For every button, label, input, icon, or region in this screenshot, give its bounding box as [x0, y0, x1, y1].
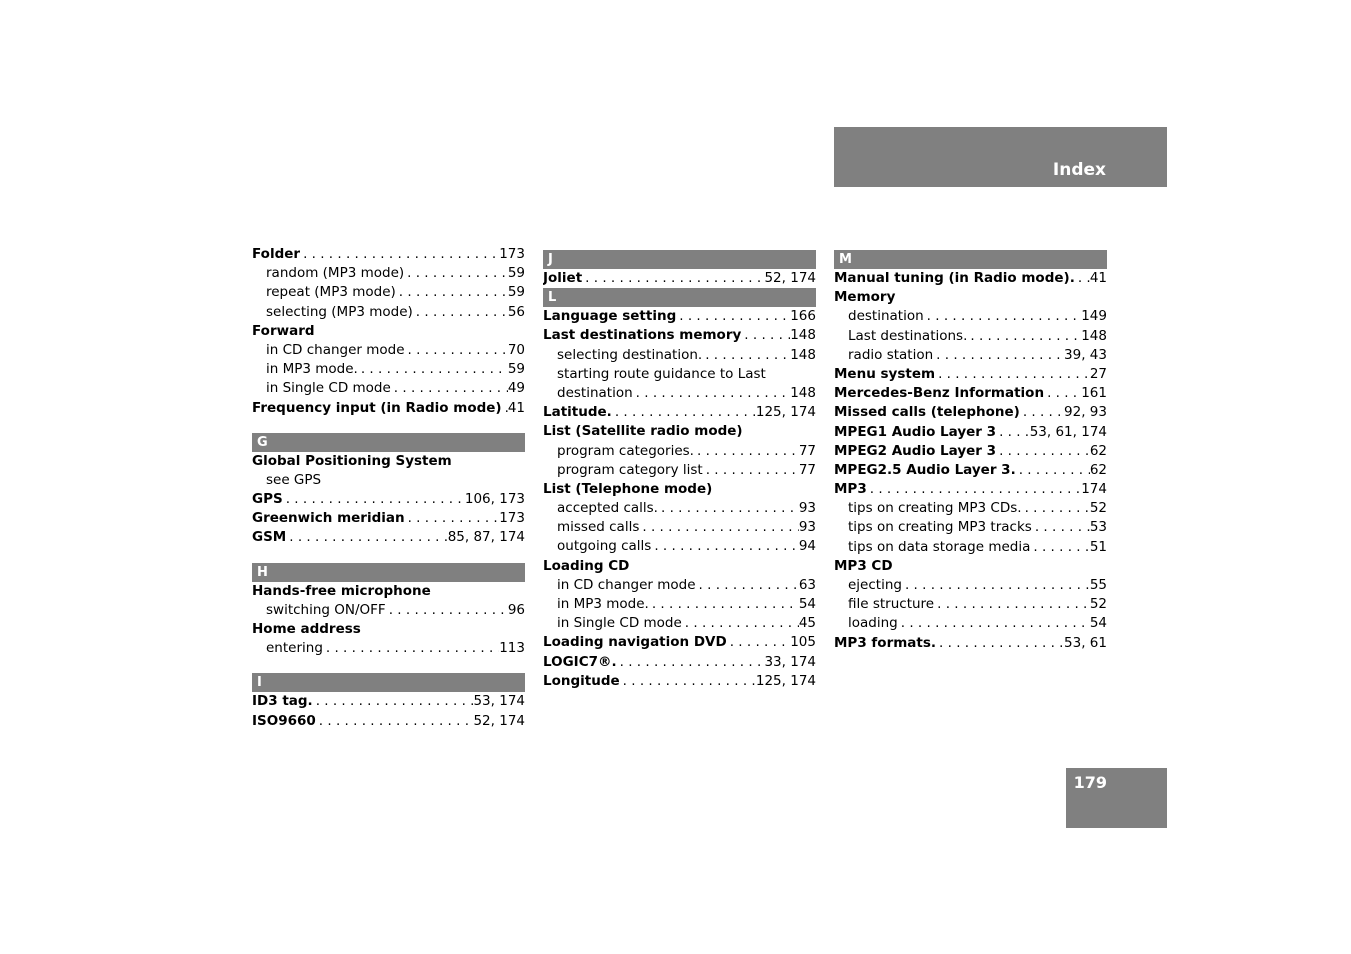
dot-leader — [413, 303, 508, 322]
entry-pages: 53 — [1089, 519, 1107, 536]
dot-leader — [996, 442, 1090, 461]
index-subentry — [543, 595, 816, 614]
index-subentry — [543, 461, 816, 480]
entry-term: destination — [557, 384, 633, 401]
index-subentry — [834, 499, 1107, 518]
entry-term: Menu system — [834, 365, 936, 382]
dot-leader — [1016, 461, 1090, 480]
index-entry — [252, 399, 525, 418]
index-subentry — [252, 601, 525, 620]
entry-pages: 33, 174 — [764, 653, 816, 670]
page-number-tab — [1066, 768, 1167, 828]
entry-term: entering — [266, 640, 323, 657]
entry-term: starting route guidance to Last — [557, 365, 766, 382]
index-subentry — [543, 614, 816, 633]
entry-pages: 27 — [1089, 365, 1107, 382]
dot-leader — [936, 634, 1064, 653]
index-entry — [252, 322, 525, 341]
entry-pages: 53, 61, 174 — [1029, 423, 1107, 440]
index-subentry — [252, 639, 525, 658]
entry-pages: 93 — [798, 519, 816, 536]
entry-term: GPS — [252, 491, 283, 508]
entry-pages: 148 — [790, 384, 816, 401]
entry-term: ISO9660 — [252, 712, 316, 729]
index-entry — [543, 326, 816, 345]
entry-pages: 56 — [507, 303, 525, 320]
entry-pages: 52, 174 — [764, 270, 816, 286]
entry-pages: 92, 93 — [1064, 404, 1107, 421]
entry-pages: 85, 87, 174 — [447, 529, 525, 546]
index-subentry — [834, 538, 1107, 557]
dot-leader — [967, 327, 1081, 346]
entry-term: Mercedes-Benz Information — [834, 385, 1045, 402]
entry-pages: 55 — [1089, 577, 1107, 593]
index-title: Index — [1052, 160, 1106, 180]
entry-term: in CD changer mode — [266, 341, 405, 358]
entry-pages: 106, 173 — [464, 491, 525, 508]
dot-leader — [396, 283, 508, 302]
entry-pages: 59 — [507, 265, 525, 282]
index-entry — [834, 480, 1107, 499]
dot-leader — [300, 245, 499, 264]
dot-leader — [316, 712, 474, 731]
entry-term: tips on creating MP3 CDs. — [848, 500, 1022, 517]
entry-pages: 113 — [499, 640, 525, 657]
index-entry — [252, 620, 525, 639]
letter-heading-h: H — [252, 563, 525, 582]
entry-term: selecting destination. — [557, 346, 703, 363]
entry-pages: 70 — [507, 341, 525, 358]
entry-pages: 77 — [798, 442, 816, 459]
entry-term: see GPS — [266, 471, 322, 488]
entry-term: Manual tuning (in Radio mode). — [834, 270, 1075, 286]
index-subentry — [834, 576, 1107, 595]
index-subentry — [543, 499, 816, 518]
entry-term: MPEG2.5 Audio Layer 3. — [834, 461, 1016, 478]
index-entry — [252, 490, 525, 509]
index-entry — [543, 403, 816, 422]
entry-term: Memory — [834, 289, 896, 306]
entry-term: Joliet — [543, 270, 583, 286]
index-subentry — [543, 384, 816, 403]
index-column-3 — [834, 250, 1107, 653]
dot-leader — [286, 528, 447, 547]
dot-leader — [934, 595, 1090, 614]
entry-term: destination — [848, 308, 924, 325]
entry-pages: 62 — [1089, 461, 1107, 478]
dot-leader — [902, 576, 1090, 595]
dot-leader — [996, 423, 1030, 442]
index-subentry — [834, 346, 1107, 365]
entry-pages: 52 — [1089, 500, 1107, 517]
entry-term: MP3 — [834, 481, 867, 498]
index-entry — [252, 528, 525, 547]
entry-pages: 93 — [798, 500, 816, 517]
entry-pages: 52 — [1089, 596, 1107, 613]
index-entry — [543, 422, 816, 441]
entry-pages: 125, 174 — [755, 672, 816, 689]
entry-pages: 173 — [499, 246, 525, 262]
index-entry — [252, 245, 525, 264]
index-entry — [543, 480, 816, 499]
index-entry — [834, 442, 1107, 461]
dot-leader — [741, 326, 790, 345]
index-entry — [252, 509, 525, 528]
entry-term: file structure — [848, 596, 935, 613]
entry-term: radio station — [848, 346, 934, 363]
entry-term: tips on data storage media — [848, 538, 1031, 555]
entry-term: List (Telephone mode) — [543, 480, 713, 497]
dot-leader — [867, 480, 1081, 499]
entry-term: outgoing calls — [557, 538, 652, 555]
index-subentry — [543, 576, 816, 595]
entry-term: Forward — [252, 322, 315, 339]
index-subentry — [252, 360, 525, 379]
entry-pages: 53, 61 — [1064, 634, 1107, 651]
index-entry — [834, 557, 1107, 576]
entry-pages: 149 — [1081, 308, 1107, 325]
index-subentry — [834, 595, 1107, 614]
dot-leader — [1032, 518, 1090, 537]
index-subentry — [543, 537, 816, 556]
entry-pages: 45 — [798, 615, 816, 632]
entry-pages: 51 — [1089, 538, 1107, 555]
dot-leader — [386, 601, 508, 620]
entry-term: loading — [848, 615, 898, 632]
dot-leader — [639, 518, 798, 537]
entry-pages: 52, 174 — [473, 712, 525, 729]
index-entry — [834, 423, 1107, 442]
index-entry — [834, 634, 1107, 653]
dot-leader — [1044, 384, 1081, 403]
entry-term: in MP3 mode. — [557, 596, 649, 612]
index-entry — [834, 365, 1107, 384]
entry-term: accepted calls. — [557, 500, 658, 517]
index-column-1 — [252, 245, 525, 731]
index-entry — [834, 269, 1107, 288]
entry-pages: 174 — [1081, 481, 1107, 498]
dot-leader — [1030, 538, 1089, 557]
entry-pages: 39, 43 — [1064, 346, 1107, 363]
index-subentry — [834, 307, 1107, 326]
entry-pages: 62 — [1089, 442, 1107, 459]
dot-leader — [633, 384, 791, 403]
dot-leader — [649, 595, 799, 614]
dot-leader — [898, 614, 1090, 633]
dot-leader — [676, 307, 790, 326]
entry-term: MPEG1 Audio Layer 3 — [834, 423, 997, 440]
entry-term: Last destinations memory — [543, 327, 742, 344]
dot-leader — [1022, 499, 1090, 518]
entry-term: tips on creating MP3 tracks — [848, 519, 1032, 536]
entry-pages: 94 — [798, 538, 816, 555]
entry-pages: 54 — [1089, 615, 1107, 632]
dot-leader — [582, 269, 764, 288]
entry-pages: 77 — [798, 461, 816, 478]
entry-pages: 41 — [1089, 270, 1107, 286]
index-column-2 — [543, 250, 816, 691]
entry-term: missed calls — [557, 519, 640, 536]
index-entry — [543, 672, 816, 691]
index-entry — [543, 557, 816, 576]
entry-term: ejecting — [848, 577, 902, 593]
index-entry — [543, 269, 816, 288]
entry-pages: 125, 174 — [755, 404, 816, 421]
dot-leader — [924, 307, 1082, 326]
index-subentry — [543, 518, 816, 537]
dot-leader — [617, 653, 765, 672]
dot-leader — [727, 633, 791, 652]
index-entry — [834, 288, 1107, 307]
entry-term: program category list — [557, 461, 703, 478]
entry-pages: 54 — [798, 596, 816, 612]
entry-pages: 63 — [798, 576, 816, 593]
entry-pages: 166 — [790, 308, 816, 325]
entry-pages: 148 — [790, 327, 816, 344]
entry-term: selecting (MP3 mode) — [266, 303, 413, 320]
entry-term: in CD changer mode — [557, 576, 696, 593]
dot-leader — [404, 264, 508, 283]
entry-term: GSM — [252, 529, 287, 546]
entry-term: List (Satellite radio mode) — [543, 423, 743, 440]
dot-leader — [1075, 269, 1090, 288]
dot-leader — [703, 461, 799, 480]
index-subentry — [543, 365, 816, 384]
dot-leader — [283, 490, 465, 509]
entry-pages: 59 — [507, 284, 525, 301]
entry-term: random (MP3 mode) — [266, 265, 405, 282]
dot-leader — [696, 576, 799, 595]
dot-leader — [1020, 403, 1064, 422]
index-subentry — [834, 327, 1107, 346]
index-subentry — [252, 471, 525, 490]
entry-pages: 41 — [507, 399, 525, 416]
entry-pages: 59 — [507, 361, 525, 378]
index-subentry — [543, 346, 816, 365]
dot-leader — [323, 639, 499, 658]
index-entry — [834, 461, 1107, 480]
entry-term: Longitude — [543, 672, 620, 689]
entry-term: Last destinations. — [848, 327, 968, 344]
dot-leader — [651, 537, 798, 556]
entry-term: LOGIC7®. — [543, 653, 617, 670]
index-subentry — [834, 614, 1107, 633]
entry-term: Loading navigation DVD — [543, 634, 727, 651]
entry-term: in Single CD mode — [557, 615, 682, 632]
entry-term: switching ON/OFF — [266, 601, 386, 618]
dot-leader — [658, 499, 799, 518]
entry-term: in MP3 mode. — [266, 361, 358, 378]
index-subentry — [834, 518, 1107, 537]
entry-term: ID3 tag. — [252, 693, 313, 710]
page-number: 179 — [1073, 773, 1107, 792]
index-entry — [543, 307, 816, 326]
entry-term: MPEG2 Audio Layer 3 — [834, 442, 997, 459]
dot-leader — [358, 360, 508, 379]
index-entry — [252, 712, 525, 731]
entry-pages: 49 — [507, 380, 525, 397]
index-entry — [543, 633, 816, 652]
dot-leader — [682, 614, 799, 633]
entry-pages: 173 — [499, 510, 525, 527]
index-subentry — [252, 341, 525, 360]
entry-term: Home address — [252, 621, 361, 637]
letter-heading-m: M — [834, 250, 1107, 269]
index-entry — [252, 452, 525, 471]
dot-leader — [405, 341, 508, 360]
letter-heading-l: L — [543, 288, 816, 307]
index-entry — [834, 384, 1107, 403]
dot-leader — [694, 442, 799, 461]
index-subentry — [543, 442, 816, 461]
entry-term: Global Positioning System — [252, 452, 452, 469]
entry-term: MP3 formats. — [834, 634, 937, 651]
entry-term: Language setting — [543, 308, 677, 325]
letter-heading-i: I — [252, 673, 525, 692]
entry-term: in Single CD mode — [266, 380, 391, 397]
dot-leader — [933, 346, 1064, 365]
index-entry — [252, 692, 525, 711]
entry-term: Folder — [252, 246, 301, 262]
entry-pages: 148 — [790, 346, 816, 363]
dot-leader — [620, 672, 756, 691]
index-subentry — [252, 379, 525, 398]
letter-heading-j: J — [543, 250, 816, 269]
dot-leader — [702, 346, 790, 365]
index-subentry — [252, 283, 525, 302]
entry-term: Frequency input (in Radio mode) — [252, 399, 502, 416]
index-entry — [252, 582, 525, 601]
dot-leader — [935, 365, 1090, 384]
entry-pages: 161 — [1081, 385, 1107, 402]
entry-term: MP3 CD — [834, 557, 893, 574]
index-header-tab — [834, 127, 1167, 187]
entry-pages: 148 — [1081, 327, 1107, 344]
entry-term: Missed calls (telephone) — [834, 404, 1020, 421]
entry-term: Hands-free microphone — [252, 582, 431, 599]
index-subentry — [252, 303, 525, 322]
dot-leader — [313, 692, 474, 711]
entry-pages: 105 — [790, 634, 816, 651]
entry-term: Latitude. — [543, 404, 612, 421]
letter-heading-g: G — [252, 433, 525, 452]
index-entry — [834, 403, 1107, 422]
index-subentry — [252, 264, 525, 283]
entry-term: program categories. — [557, 442, 694, 459]
entry-term: Loading CD — [543, 557, 630, 574]
entry-term: repeat (MP3 mode) — [266, 284, 396, 301]
entry-pages: 53, 174 — [473, 693, 525, 710]
entry-pages: 96 — [507, 601, 525, 618]
index-entry — [543, 653, 816, 672]
entry-term: Greenwich meridian — [252, 510, 405, 527]
dot-leader — [612, 403, 756, 422]
dot-leader — [391, 379, 508, 398]
dot-leader — [405, 509, 500, 528]
